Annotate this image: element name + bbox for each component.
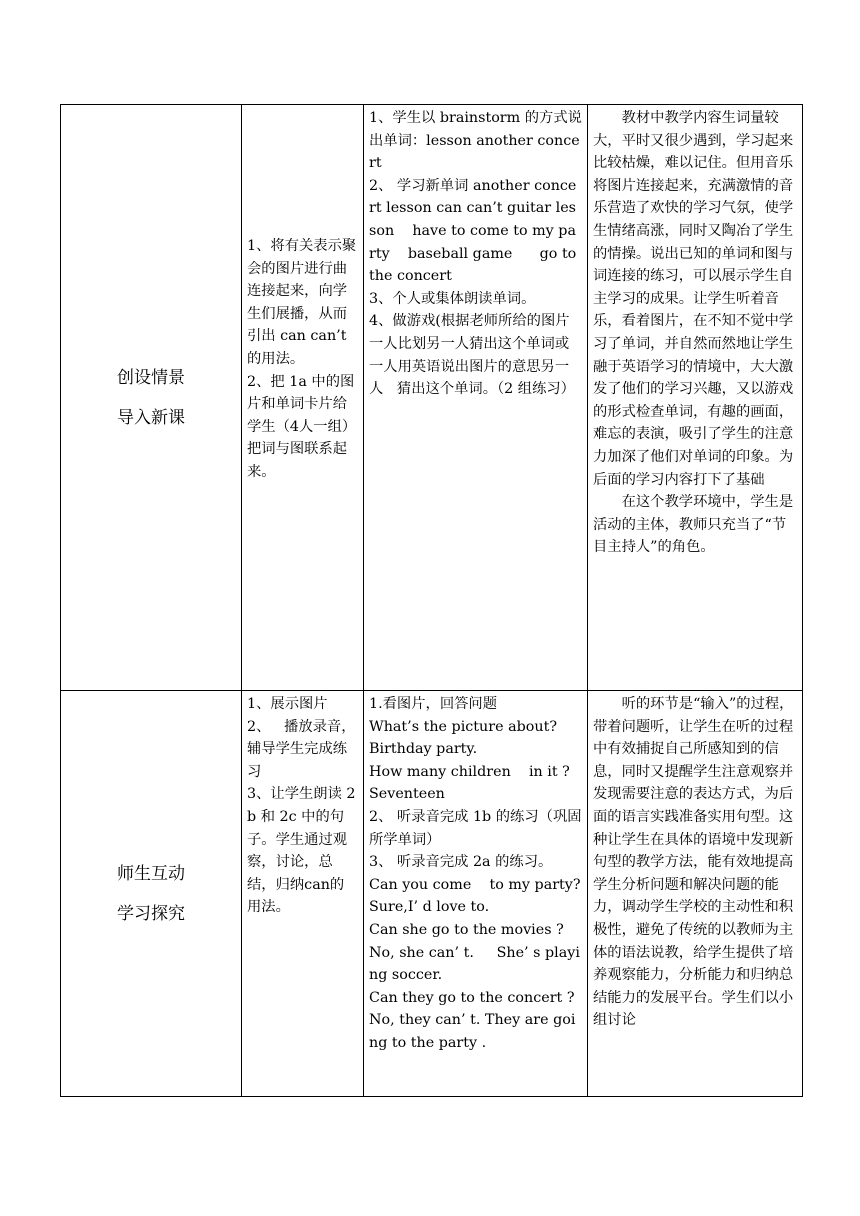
table-row-warmup — [61, 105, 803, 691]
lesson-plan-table — [60, 104, 803, 1097]
stage-subtitle: 学习探究 — [117, 903, 185, 924]
student-step: 4、做游戏(根据老师所给的图片一人比划另一人猜出这个单词或一人用英语说出图片的意思另一人 猜出这个单词。（2 组练习） — [369, 313, 575, 398]
student-step: 2、 学习新单词 another concert lesson can can’t guitar lesson have to come to my party baseball game go to the concert — [369, 177, 581, 285]
design-intent-cell — [588, 691, 803, 1097]
student-step: 1、学生以 brainstorm 的方式说出单词：lesson another concert — [369, 110, 582, 172]
teacher-step: 2、把 1a 中的图片和单词卡片给学生（4人一组）把词与图联系起来。 — [247, 373, 357, 480]
design-intent-cell — [588, 105, 803, 691]
student-step: 3、 听录音完成 2a 的练习。 — [369, 854, 553, 871]
teacher-activity-cell — [242, 105, 364, 691]
student-step: No, they can’ t. They are going to the party . — [369, 1012, 576, 1051]
student-step: Seventeen — [369, 786, 445, 803]
stage-cell — [61, 105, 242, 691]
student-step: How many children in it ? — [369, 763, 570, 780]
student-step: Birthday party. — [369, 741, 478, 758]
student-step: No, she can’ t. She’ s playing soccer. — [369, 944, 580, 984]
table-row-interaction — [61, 691, 803, 1097]
teacher-step: 1、展示图片 — [247, 696, 328, 712]
student-step: Sure,I’ d love to. — [369, 899, 490, 916]
stage-subtitle: 导入新课 — [117, 407, 185, 428]
student-step: Can they go to the concert ? — [369, 989, 575, 1006]
teacher-step: 3、让学生朗读 2b 和 2c 中的句子。学生通过观察，讨论，总结，归纳can的用法。 — [247, 786, 356, 916]
teacher-activity-cell — [242, 691, 364, 1097]
student-activity-cell — [364, 691, 588, 1097]
student-step: 2、 听录音完成 1b 的练习（巩固所学单词） — [369, 808, 582, 848]
student-step: What’s the picture about? — [369, 718, 557, 735]
intent-paragraph: 听的环节是“输入”的过程，带着问题听，让学生在听的过程中有效捕捉自己所感知到的信息，同时又提醒学生注意观察并发现需要注意的表达方式，为后面的语言实践准备实用句型。这种让学生在具体的语境中发现新句型的教学方法，能有效地提高学生分析问题和解决问题的能力，调动学生学校的主动性和积极性，避免了传统的以教师为主体的语法说教，给学生提供了培养观察能力，分析能力和归纳总结能力的发展平台。学生们以小组讨论 — [593, 696, 794, 1029]
stage-title: 师生互动 — [117, 863, 185, 884]
teacher-step: 1、将有关表示聚会的图片进行曲连接起来，向学生们展播，从而引出 can can’t 的用法。 — [247, 238, 357, 367]
stage-title: 创设情景 — [117, 367, 185, 388]
student-step: 3、个人或集体朗读单词。 — [369, 290, 536, 307]
student-step: Can you come to my party? — [369, 876, 581, 893]
stage-cell — [61, 691, 242, 1097]
student-step: Can she go to the movies ? — [369, 921, 564, 938]
student-activity-cell — [364, 105, 588, 691]
intent-paragraph: 在这个教学环境中，学生是活动的主体，教师只充当了“节目主持人”的角色。 — [593, 494, 794, 556]
intent-paragraph: 教材中教学内容生词量较大，平时又很少遇到，学习起来比较枯燥，难以记住。但用音乐将图片连接起来，充满激情的音乐营造了欢快的学习气氛，使学生情绪高涨，同时又陶冶了学生的情操。说出已知的单词和图与词连接的练习，可以展示学生自主学习的成果。让学生听着音乐，看着图片，在不知不觉中学习了单词，并自然而然地让学生融于英语学习的情境中，大大激发了他们的学习兴趣，又以游戏的形式检查单词，有趣的画面，难忘的表演，吸引了学生的注意力加深了他们对单词的印象。为后面的学习内容打下了基础 — [593, 110, 794, 488]
student-step: 1.看图片，回答问题 — [369, 696, 498, 712]
teacher-step: 2、 播放录音，辅导学生完成练习 — [247, 718, 356, 780]
